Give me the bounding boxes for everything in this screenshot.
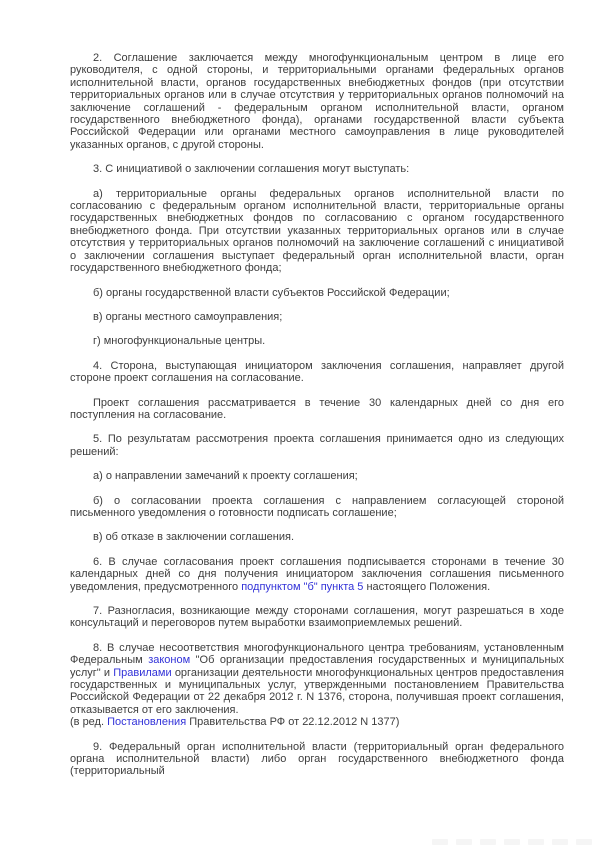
- clause-7-text: 7. Разногласия, возникающие между сторонами соглашения, могут разрешаться в ходе консультаций и переговоров путем выработки взаимоприемлемых решений.: [70, 605, 564, 630]
- clause-3-intro: [70, 163, 564, 175]
- clause-2: [70, 52, 564, 151]
- clause-3-item-a: [70, 188, 564, 275]
- clause-5-item-v: [70, 531, 564, 543]
- clause-6-text: 6. В случае согласования проект соглашения подписывается сторонами в течение 30 календарных дней со дня получения инициатором заключения соглашения письменного уведомления, предусмотренного: [70, 555, 564, 593]
- clause-3-intro-text: 3. С инициативой о заключении соглашения могут выступать:: [93, 163, 410, 176]
- clause-3-item-v-text: в) органы местного самоуправления;: [93, 310, 283, 323]
- clause-4-continued: [70, 397, 564, 422]
- clause-8-text: 8. В случае несоответствия многофункционального центра требованиям, установленным Федеральным: [70, 641, 564, 667]
- clause-5-item-v-text: в) об отказе в заключении соглашения.: [93, 531, 295, 544]
- clause-3-item-g-text: г) многофункциональные центры.: [93, 335, 266, 348]
- clause-3-item-a-text: а) территориальные органы федеральных органов исполнительной власти по согласованию с федеральным органом исполнительной власти, территориальные органы государственных внебюджетных фондов по согласованию с органом государственного внебюджетного фонда. При отсутствии указанных территориальных органов или в случае отсутствия у территориальных органов полномочий на заключение соглашений с инициативой о заключении соглашения выступает федеральный орган исполнительной власти, орган государственного внебюджетного фонда;: [70, 187, 564, 275]
- clause-5-item-b: [70, 495, 564, 520]
- clause-6-text-tail: настоящего Положения.: [363, 580, 491, 593]
- clause-3-item-b-text: б) органы государственной власти субъектов Российской Федерации;: [93, 286, 450, 299]
- link-federal-law[interactable]: законом: [148, 654, 191, 667]
- clause-9-text: 9. Федеральный орган исполнительной власти (территориальный орган федерального органа исполнительной власти) либо орган государственного внебюджетного фонда (территориальный: [70, 740, 564, 778]
- clause-3-item-v: [70, 311, 564, 323]
- clause-4-text: 4. Сторона, выступающая инициатором заключения соглашения, направляет другой стороне проект соглашения на согласование.: [70, 359, 564, 385]
- clause-9-cutoff: [70, 741, 564, 778]
- clause-8: [70, 642, 564, 716]
- clause-5-intro: [70, 433, 564, 458]
- amendment-note-text: (в ред.: [70, 716, 108, 729]
- clause-2-text: 2. Соглашение заключается между многофункциональным центром в лице его руководителя, с одной стороны, и территориальными органами федеральных органов исполнительной власти, органов государственных внебюджетных фондов (при отсутствии территориальных органов или в случае отсутствия у территориальных органов полномочий на заключение соглашений - федеральным органом исполнительной власти, органом государственного внебюджетного фонда), органами государственной власти субъекта Российской Федерации или органами местного самоуправления в лице руководителей указанных органов, с другой стороны.: [70, 52, 564, 151]
- page-bottom-cutoff-artifact: [432, 839, 592, 845]
- clause-8-text-mid-1: "Об организации предоставления государственных и муниципальных услуг" и: [70, 654, 564, 679]
- clause-5-intro-text: 5. По результатам рассмотрения проекта соглашения принимается одно из следующих решений:: [70, 433, 564, 458]
- clause-3-item-b: [70, 287, 564, 299]
- clause-5-item-a-text: а) о направлении замечаний к проекту соглашения;: [93, 470, 358, 483]
- clause-5-item-b-text: б) о согласовании проекта соглашения с направлением согласующей стороной письменного уведомления о готовности подписать соглашение;: [70, 494, 564, 519]
- clause-6: [70, 556, 564, 593]
- amendment-note-text-tail: Правительства РФ от 22.12.2012 N 1377): [186, 716, 400, 729]
- clause-4-continued-text: Проект соглашения рассматривается в течение 30 календарных дней со дня его поступления на согласование.: [70, 396, 564, 421]
- clause-3-item-g: [70, 335, 564, 347]
- clause-8-amendment-note: [70, 716, 564, 728]
- link-postanovlenie[interactable]: Постановления: [107, 716, 187, 729]
- clause-5-item-a: [70, 470, 564, 482]
- clause-7: [70, 605, 564, 630]
- clause-8-text-tail: организации деятельности многофункциональных центров предоставления государственных и муниципальных услуг, утвержденными постановлением Правительства Российской Федерации от 22 декабря 2012 г. N 1376, сторона, получившая проект соглашения, отказывается от его заключения.: [70, 666, 565, 716]
- clause-4: [70, 360, 564, 385]
- link-pravila[interactable]: Правилами: [113, 666, 172, 679]
- link-subpunkt-b-punkt-5[interactable]: подпунктом "б" пункта 5: [241, 580, 364, 593]
